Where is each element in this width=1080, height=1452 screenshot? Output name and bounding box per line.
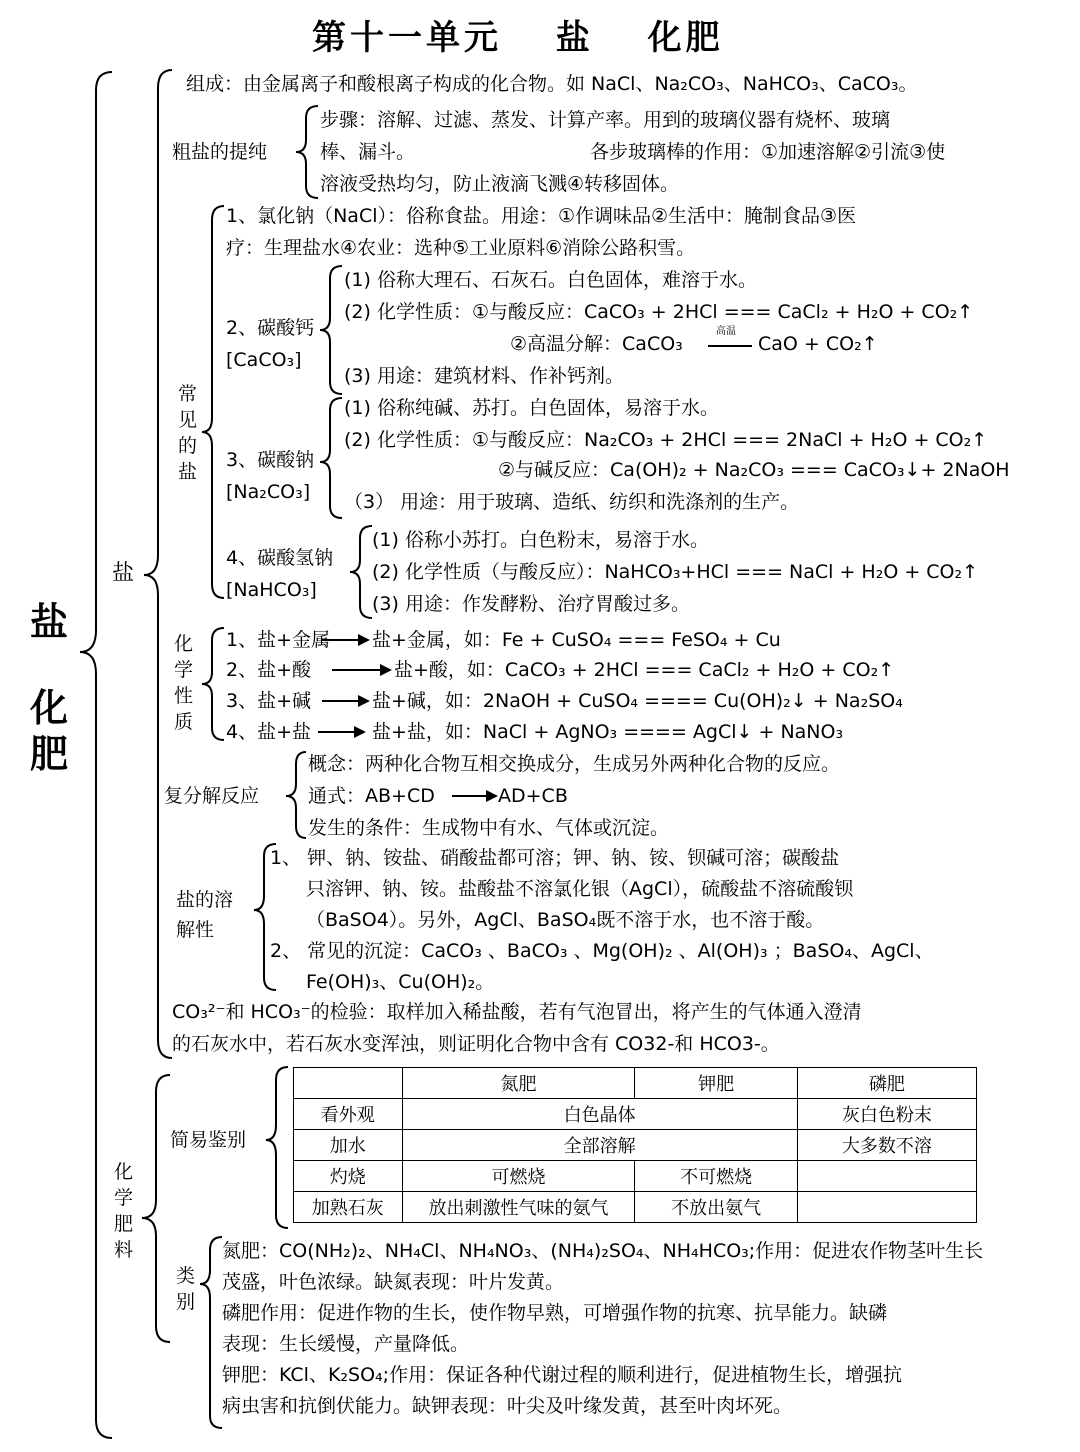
na2co3-line-3: ②与碱反应：Ca(OH)₂ + Na₂CO₃ === CaCO₃↓+ 2NaOH bbox=[498, 459, 1010, 481]
fertilizer-identify-table bbox=[293, 1067, 977, 1223]
table-row bbox=[294, 1130, 977, 1161]
purify-line-1: 步骤：溶解、过滤、蒸发、计算产率。用到的玻璃仪器有烧杯、玻璃 bbox=[320, 109, 891, 131]
reaction-3-left: 3、盐+碱 bbox=[226, 690, 312, 712]
reaction-4-left: 4、盐+盐 bbox=[226, 721, 312, 743]
na2co3-line-1: (1) 俗称纯碱、苏打。白色固体，易溶于水。 bbox=[344, 397, 719, 419]
reaction-1-right: 盐+金属，如：Fe + CuSO₄ === FeSO₄ + Cu bbox=[372, 629, 781, 651]
nitrogen-line-1: 氮肥：CO(NH₂)₂、NH₄Cl、NH₄NO₃、(NH₄)₂SO₄、NH₄HCO₃;作用：促进农作物茎叶生长 bbox=[222, 1240, 984, 1262]
caco3-line-2: (2) 化学性质：①与酸反应：CaCO₃ + 2HCl === CaCl₂ + H₂O + CO₂↑ bbox=[344, 301, 974, 323]
nahco3-line-1: (1) 俗称小苏打。白色粉末，易溶于水。 bbox=[372, 529, 709, 551]
nacl-line-1: 1、氯化钠（NaCl）：俗称食盐。用途：①作调味品②生活中：腌制食品③医 bbox=[226, 205, 857, 227]
table-cell: 可燃烧 bbox=[402, 1161, 635, 1192]
nacl-line-2: 疗：生理盐水④农业：选种⑤工业原料⑥消除公路积雪。 bbox=[226, 237, 696, 259]
solubility-label-1: 盐的溶 bbox=[176, 889, 234, 911]
table-row bbox=[294, 1192, 977, 1223]
solubility-line-1: 1、 钾、钠、铵盐、硝酸盐都可溶；钾、钠、铵、钡碱可溶；碳酸盐 bbox=[270, 847, 840, 869]
chem-label-4: 质 bbox=[174, 711, 194, 733]
table-cell bbox=[797, 1161, 976, 1192]
na2co3-line-2: (2) 化学性质：①与酸反应：Na₂CO₃ + 2HCl === 2NaCl + H₂O + CO₂↑ bbox=[344, 429, 988, 451]
nahco3-line-3: (3) 用途：作发酵粉、治疗胃酸过多。 bbox=[372, 593, 690, 615]
table-row bbox=[294, 1161, 977, 1192]
solubility-line-5: Fe(OH)₃、Cu(OH)₂。 bbox=[306, 971, 495, 993]
na2co3-line-4: （3） 用途：用于玻璃、造纸、纺织和洗涤剂的生产。 bbox=[344, 491, 800, 513]
table-header-cell: 钾肥 bbox=[635, 1068, 797, 1099]
chem-label-2: 学 bbox=[174, 659, 194, 681]
root-label-salt: 盐 bbox=[30, 599, 69, 644]
chem-label-1: 化 bbox=[174, 633, 194, 655]
purify-line-2b: 各步玻璃棒的作用：①加速溶解②引流③使 bbox=[590, 141, 946, 163]
table-cell: 白色晶体 bbox=[402, 1099, 797, 1130]
table-header-cell bbox=[294, 1068, 403, 1099]
solubility-label-2: 解性 bbox=[176, 919, 215, 941]
carbonate-test-line-2: 的石灰水中，若石灰水变浑浊，则证明化合物中含有 CO32-和 HCO3-。 bbox=[172, 1033, 780, 1055]
table-header-row bbox=[294, 1068, 977, 1099]
caco3-line-3a: ②高温分解：CaCO₃ bbox=[510, 333, 683, 355]
nahco3-formula: [NaHCO₃] bbox=[226, 579, 317, 601]
caco3-formula: [CaCO₃] bbox=[226, 349, 302, 371]
table-cell: 放出刺激性气味的氨气 bbox=[402, 1192, 635, 1223]
table-header-cell: 磷肥 bbox=[797, 1068, 976, 1099]
na2co3-formula: [Na₂CO₃] bbox=[226, 481, 311, 503]
nahco3-line-2: (2) 化学性质（与酸反应）：NaHCO₃+HCl === NaCl + H₂O + CO₂↑ bbox=[372, 561, 979, 583]
common-salt-label-4: 盐 bbox=[178, 461, 198, 483]
reaction-2-right: 盐+酸，如：CaCO₃ + 2HCl === CaCl₂ + H₂O + CO₂↑ bbox=[394, 659, 895, 681]
phosphorus-line-2: 表现：生长缓慢，产量降低。 bbox=[222, 1333, 470, 1355]
common-salt-label-2: 见 bbox=[178, 409, 198, 431]
fertilizer-label-1: 化 bbox=[114, 1161, 134, 1183]
table-cell: 大多数不溶 bbox=[797, 1130, 976, 1161]
reaction-3-right: 盐+碱，如：2NaOH + CuSO₄ ==== Cu(OH)₂↓ + Na₂SO₄ bbox=[372, 690, 903, 712]
reaction-4-right: 盐+盐，如：NaCl + AgNO₃ ==== AgCl↓ + NaNO₃ bbox=[372, 721, 844, 743]
na2co3-name: 3、碳酸钠 bbox=[226, 449, 315, 471]
table-header-cell: 氮肥 bbox=[402, 1068, 635, 1099]
page-title: 第十一单元 盐 化肥 bbox=[312, 18, 724, 58]
caco3-line-3b: CaO + CO₂↑ bbox=[758, 333, 878, 355]
types-label-1: 类 bbox=[176, 1265, 196, 1287]
fertilizer-label-2: 学 bbox=[114, 1187, 134, 1209]
nitrogen-line-2: 茂盛，叶色浓绿。缺氮表现：叶片发黄。 bbox=[222, 1271, 565, 1293]
caco3-line-1: (1) 俗称大理石、石灰石。白色固体，难溶于水。 bbox=[344, 269, 757, 291]
table-cell: 加水 bbox=[294, 1130, 403, 1161]
table-cell bbox=[797, 1192, 976, 1223]
nahco3-name: 4、碳酸氢钠 bbox=[226, 547, 334, 569]
caco3-name: 2、碳酸钙 bbox=[226, 317, 315, 339]
fertilizer-label-3: 肥 bbox=[114, 1213, 134, 1235]
table-cell: 全部溶解 bbox=[402, 1130, 797, 1161]
double-formula-left: 通式：AB+CD bbox=[308, 785, 435, 807]
types-label-2: 别 bbox=[176, 1291, 196, 1313]
root-label-hua: 化 bbox=[30, 685, 69, 730]
potassium-line-2: 病虫害和抗倒伏能力。缺钾表现：叶尖及叶缘发黄，甚至叶肉坏死。 bbox=[222, 1395, 793, 1417]
purify-line-2a: 棒、漏斗。 bbox=[320, 141, 416, 163]
composition-text: 组成：由金属离子和酸根离子构成的化合物。如 NaCl、Na₂CO₃、NaHCO₃、CaCO₃。 bbox=[186, 73, 918, 95]
purify-label: 粗盐的提纯 bbox=[172, 141, 268, 163]
table-cell: 不放出氨气 bbox=[635, 1192, 797, 1223]
purify-line-3: 溶液受热均匀，防止液滴飞溅④转移固体。 bbox=[320, 173, 680, 195]
table-cell: 加熟石灰 bbox=[294, 1192, 403, 1223]
double-condition: 发生的条件：生成物中有水、气体或沉淀。 bbox=[308, 817, 670, 839]
potassium-line-1: 钾肥：KCl、K₂SO₄;作用：保证各种代谢过程的顺利进行，促进植物生长，增强抗 bbox=[222, 1364, 903, 1386]
reaction-1-left: 1、盐+金属 bbox=[226, 629, 331, 651]
salt-label: 盐 bbox=[112, 561, 135, 586]
solubility-line-3: （BaSO4）。另外，AgCl、BaSO₄既不溶于水，也不溶于酸。 bbox=[306, 909, 825, 931]
table-cell: 不可燃烧 bbox=[635, 1161, 797, 1192]
root-label-fei: 肥 bbox=[30, 731, 69, 776]
double-decomposition-label: 复分解反应 bbox=[164, 785, 260, 807]
table-cell: 看外观 bbox=[294, 1099, 403, 1130]
solubility-line-2: 只溶钾、钠、铵。盐酸盐不溶氯化银（AgCl），硫酸盐不溶硫酸钡 bbox=[306, 878, 854, 900]
table-cell: 灼烧 bbox=[294, 1161, 403, 1192]
double-formula-right: AD+CB bbox=[498, 785, 568, 807]
caco3-line-4: (3) 用途：建筑材料、作补钙剂。 bbox=[344, 365, 624, 387]
caco3-condition: 高温 bbox=[716, 326, 736, 337]
table-row bbox=[294, 1099, 977, 1130]
phosphorus-line-1: 磷肥作用：促进作物的生长，使作物早熟，可增强作物的抗寒、抗旱能力。缺磷 bbox=[222, 1302, 888, 1324]
fertilizer-label-4: 料 bbox=[114, 1239, 134, 1261]
table-cell: 灰白色粉末 bbox=[797, 1099, 976, 1130]
chem-label-3: 性 bbox=[174, 685, 194, 707]
common-salt-label-1: 常 bbox=[178, 383, 198, 405]
identify-label: 简易鉴别 bbox=[170, 1129, 247, 1151]
reaction-2-left: 2、盐+酸 bbox=[226, 659, 312, 681]
double-concept: 概念：两种化合物互相交换成分，生成另外两种化合物的反应。 bbox=[308, 753, 841, 775]
common-salt-label-3: 的 bbox=[178, 435, 198, 457]
solubility-line-4: 2、 常见的沉淀：CaCO₃ 、BaCO₃ 、Mg(OH)₂ 、Al(OH)₃ ；BaSO₄、AgCl、 bbox=[270, 940, 934, 962]
carbonate-test-line-1: CO₃²⁻和 HCO₃⁻的检验：取样加入稀盐酸，若有气泡冒出，将产生的气体通入澄清 bbox=[172, 1001, 862, 1023]
